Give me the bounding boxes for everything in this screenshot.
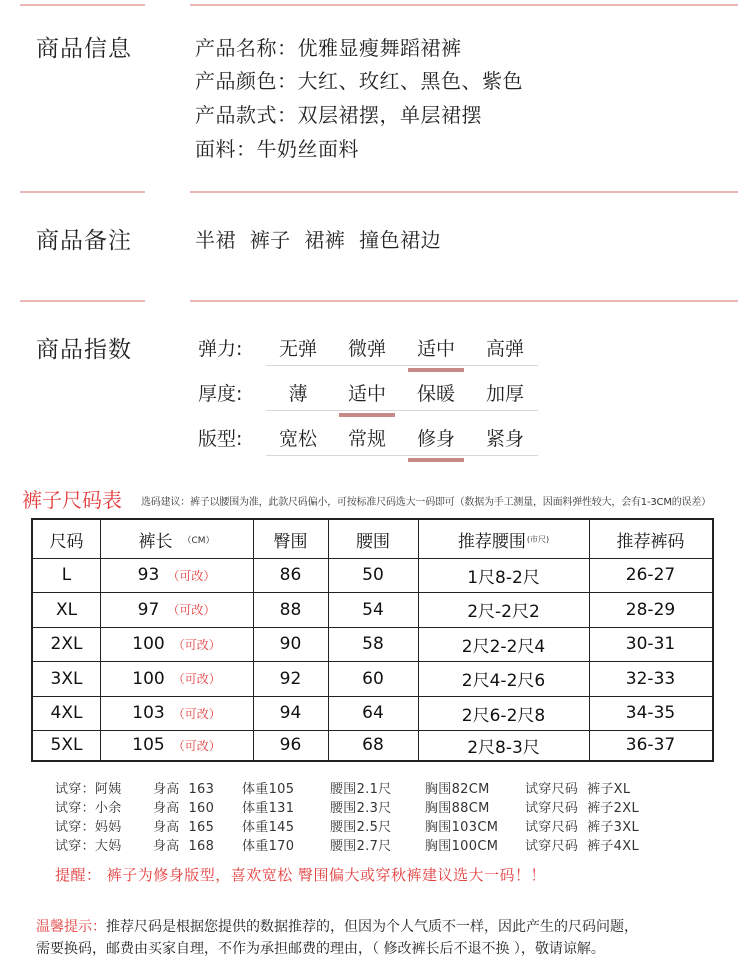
divider — [190, 191, 738, 193]
index-row — [198, 418, 538, 456]
cell-size: 2XL — [50, 634, 83, 654]
index-option: 常规 — [347, 428, 386, 450]
cell-rec-size: 26-27 — [625, 565, 676, 585]
cell-size: XL — [55, 599, 78, 620]
try-on-chest: 胸围82CM — [425, 782, 490, 797]
table-row — [33, 627, 712, 661]
try-on-waist: 腰围2.5尺 — [330, 820, 392, 835]
cell-length-value: 100 — [132, 634, 165, 654]
cell-editable-mark: （可改） — [172, 637, 221, 652]
try-on-who: 试穿：阿姨 — [55, 782, 122, 797]
cell-hip: 92 — [279, 668, 302, 689]
cell-editable-mark: （可改） — [172, 738, 221, 753]
reminder-text: 提醒： 裤子为修身版型，喜欢宽松 臀围偏大或穿秋裤建议选大一码！！ — [55, 866, 547, 884]
try-on-who: 试穿：妈妈 — [55, 820, 122, 835]
index-option: 微弹 — [347, 338, 386, 360]
try-on-chest: 胸围88CM — [425, 801, 490, 816]
cell-hip: 94 — [279, 703, 302, 723]
try-on-height: 身高 165 — [153, 820, 215, 835]
cell-length — [100, 592, 253, 627]
cell-rec-waist: 2尺2-2尺4 — [461, 636, 546, 657]
table-row — [33, 592, 712, 627]
index-option-selected: 修身 — [406, 424, 466, 451]
index-row-line — [266, 410, 538, 411]
try-on-height: 身高 163 — [153, 782, 215, 797]
size-table — [31, 518, 714, 762]
cell-waist: 58 — [362, 634, 384, 654]
try-on-height: 身高 168 — [153, 839, 215, 854]
try-on-chest: 胸围103CM — [425, 820, 499, 835]
cell-rec-size: 28-29 — [625, 599, 676, 620]
cell-rec-size: 34-35 — [625, 703, 676, 723]
try-on-weight: 体重131 — [242, 801, 295, 816]
cell-size: 3XL — [50, 668, 83, 689]
divider — [20, 4, 145, 6]
tip-line-2: 需要换码，邮费由买家自理，不作为承担邮费的理由，（ 修改裤长后不退不换 ），敬请谅解。 — [36, 941, 605, 957]
cell-rec-waist: 2尺-2尺2 — [467, 602, 540, 622]
try-on-weight: 体重105 — [242, 782, 295, 797]
divider — [190, 4, 738, 6]
index-option: 宽松 — [278, 428, 317, 450]
cell-rec-waist: 2尺8-3尺 — [467, 737, 540, 758]
try-on-waist: 腰围2.1尺 — [330, 782, 392, 797]
header-rec-waist — [418, 520, 589, 558]
cell-length-value: 103 — [132, 703, 165, 723]
table-row — [33, 696, 712, 730]
try-on-result: 试穿尺码 裤子3XL — [525, 820, 639, 835]
cell-rec-waist: 2尺6-2尺8 — [461, 705, 546, 726]
cell-rec-size: 36-37 — [625, 735, 676, 755]
cell-waist: 50 — [362, 565, 384, 585]
cell-rec-waist: 1尺8-2尺 — [467, 567, 540, 588]
cell-editable-mark: （可改） — [172, 706, 221, 721]
try-on-waist: 腰围2.7尺 — [330, 839, 392, 854]
index-option: 加厚 — [485, 383, 524, 405]
index-row-label: 弹力: — [198, 338, 243, 360]
table-row — [33, 730, 712, 760]
cell-length — [100, 730, 253, 760]
index-row-line — [266, 365, 538, 366]
header-rec-waist-label: 推荐腰围 — [457, 531, 526, 552]
header-hip: 臀围 — [273, 531, 308, 552]
cell-length — [100, 558, 253, 592]
header-rec-waist-unit: (市尺) — [526, 534, 550, 544]
index-option-selected: 适中 — [406, 334, 466, 361]
divider — [20, 300, 145, 302]
tip-text-1: 推荐尺码是根据您提供的数据推荐的，但因为个人气质不一样，因此产生的尺码问题， — [106, 919, 638, 935]
tip-label: 温馨提示： — [36, 919, 106, 935]
try-on-result: 试穿尺码 裤子2XL — [525, 801, 639, 816]
info-line-fabric: 面料：牛奶丝面料 — [195, 137, 359, 161]
index-row-line — [266, 455, 538, 456]
index-row-label: 版型: — [198, 428, 243, 450]
cell-length — [100, 696, 253, 730]
cell-rec-waist: 2尺4-2尺6 — [461, 671, 546, 691]
cell-length-value: 105 — [132, 735, 165, 755]
cell-waist: 64 — [362, 703, 384, 723]
cell-length — [100, 627, 253, 661]
index-option: 高弹 — [485, 338, 524, 360]
table-row — [33, 661, 712, 696]
cell-editable-mark: （可改） — [172, 672, 221, 686]
cell-hip: 96 — [279, 735, 302, 755]
cell-size: L — [61, 565, 72, 585]
remarks-section-title: 商品备注 — [36, 228, 132, 254]
size-chart-note: 选码建议：裤子以腰围为准，此款尺码偏小，可按标准尺码选大一码即可（数据为手工测量，因面料弹性较大，会有1-3CM的误差） — [141, 497, 711, 508]
try-on-who: 试穿：小余 — [55, 801, 122, 816]
cell-rec-size: 30-31 — [625, 634, 676, 654]
info-line-style: 产品款式：双层裙摆，单层裙摆 — [195, 103, 482, 127]
table-header-row — [33, 520, 712, 558]
header-rec-size: 推荐裤码 — [616, 531, 685, 552]
header-length — [100, 520, 253, 558]
index-section-title: 商品指数 — [36, 337, 132, 363]
info-line-color: 产品颜色：大红、玫红、黑色、紫色 — [195, 69, 523, 93]
cell-editable-mark: （可改） — [167, 568, 216, 583]
header-length-label: 裤长 — [138, 531, 173, 552]
index-row-label: 厚度: — [198, 383, 243, 405]
index-option: 紧身 — [485, 428, 524, 450]
try-on-waist: 腰围2.3尺 — [330, 801, 392, 816]
header-waist: 腰围 — [356, 531, 390, 552]
cell-length-value: 97 — [137, 599, 160, 620]
remarks-text: 半裙 裤子 裙裤 撞色裙边 — [195, 228, 442, 252]
cell-hip: 86 — [279, 565, 302, 585]
index-option: 薄 — [288, 383, 308, 405]
try-on-result: 试穿尺码 裤子4XL — [525, 839, 639, 854]
cell-waist: 68 — [362, 735, 384, 755]
index-option: 无弹 — [278, 338, 317, 360]
cell-length — [100, 661, 253, 696]
table-row — [33, 558, 712, 592]
index-row — [198, 328, 538, 366]
try-on-weight: 体重170 — [242, 839, 295, 854]
cell-waist: 54 — [362, 599, 384, 620]
info-line-name: 产品名称：优雅显瘦舞蹈裙裤 — [195, 36, 462, 60]
divider — [20, 191, 145, 193]
cell-size: 5XL — [50, 735, 83, 755]
cell-waist: 60 — [362, 668, 384, 689]
try-on-chest: 胸围100CM — [425, 839, 499, 854]
cell-size: 4XL — [50, 703, 83, 723]
info-section-title: 商品信息 — [36, 36, 132, 62]
index-option-selected: 适中 — [337, 379, 397, 406]
index-option: 保暖 — [416, 383, 455, 405]
divider — [190, 300, 738, 302]
try-on-weight: 体重145 — [242, 820, 295, 835]
cell-editable-mark: （可改） — [167, 603, 216, 617]
try-on-height: 身高 160 — [153, 801, 215, 816]
cell-hip: 88 — [279, 599, 302, 620]
cell-length-value: 93 — [137, 565, 160, 585]
cell-rec-size: 32-33 — [625, 668, 676, 689]
tip-line-1 — [36, 916, 638, 936]
header-size: 尺码 — [49, 531, 84, 552]
try-on-result: 试穿尺码 裤子XL — [525, 782, 631, 797]
try-on-who: 试穿：大妈 — [55, 839, 122, 854]
cell-hip: 90 — [279, 634, 302, 654]
header-length-unit: （CM） — [182, 535, 215, 546]
index-row — [198, 373, 538, 411]
cell-length-value: 100 — [132, 668, 165, 689]
size-chart-title: 裤子尺码表 — [22, 488, 122, 512]
